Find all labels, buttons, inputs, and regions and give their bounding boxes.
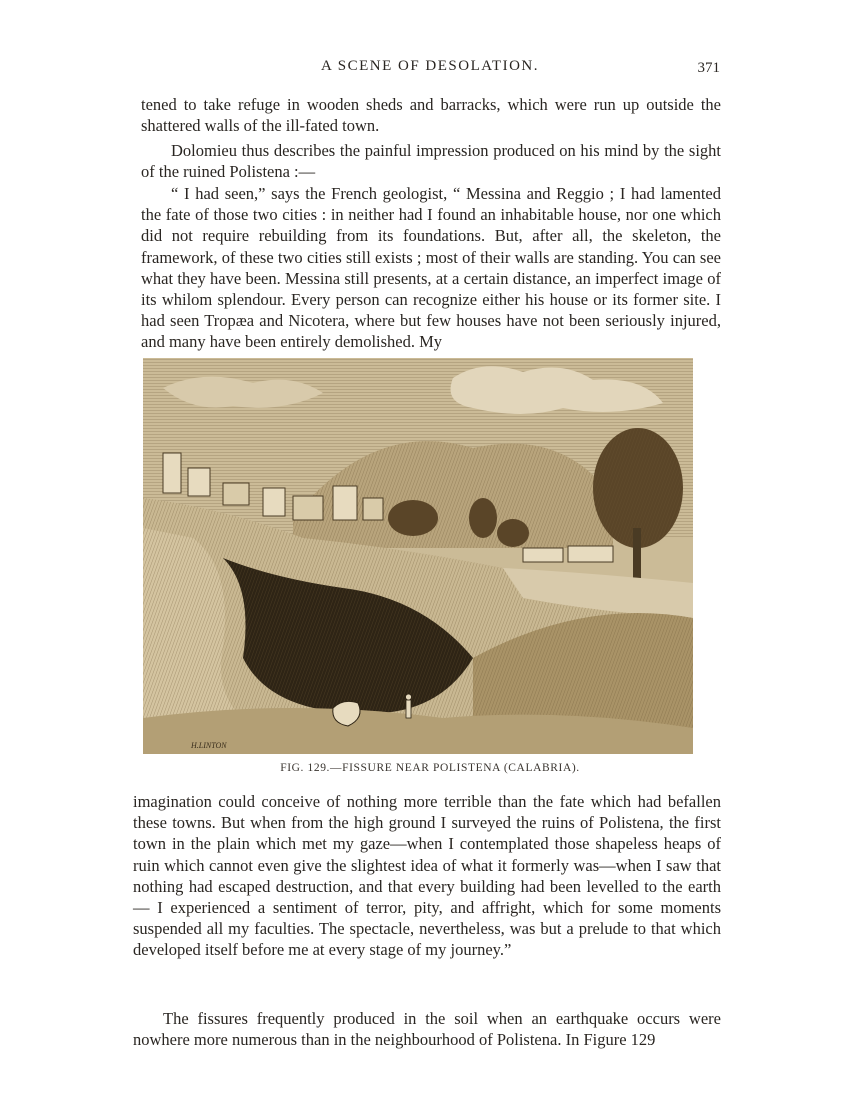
- engraving-artwork: [143, 358, 693, 754]
- running-title: A SCENE OF DESOLATION.: [320, 58, 539, 74]
- page-number: 371: [697, 60, 720, 76]
- running-head: [140, 58, 720, 80]
- engraving-illustration: [143, 358, 693, 754]
- paragraph-1: tened to take refuge in wooden sheds and barracks, which were run up outside the shattered walls of the ill-fated town.: [141, 95, 721, 136]
- figure-caption: FIG. 129.—FISSURE NEAR POLISTENA (CALABRIA).: [280, 762, 580, 774]
- paragraph-2: Dolomieu thus describes the painful impression produced on his mind by the sight of the ruined Polistena :—: [141, 141, 721, 182]
- engraver-signature: H.LINTON: [191, 741, 227, 750]
- paragraph-4-quote-continued: imagination could conceive of nothing more terrible than the fate which had befallen these towns. But when from the high ground I surveyed the ruins of Polistena, the first town in the plain which met my gaze—when I contemplated those shapeless heaps of ruin which cannot even give the slightest idea of what it formerly was—when I saw that nothing had escaped destruction, and that every building had been levelled to the earth — I experienced a sentiment of terror, pity, and affright, which for some moments suspended all my faculties. The spectacle, nevertheless, was but a prelude to that which developed itself before me at every stage of my journey.”: [133, 792, 721, 960]
- paragraph-3-quote: “ I had seen,” says the French geologist, “ Messina and Reggio ; I had lamented the fate of those two cities : in neither had I found an inhabitable house, nor one which did not require rebuilding from its foundations. But, after all, the skeleton, the framework, of these two cities still exists ; most of their walls are standing. You can see what they have been. Messina still presents, at a certain distance, an imperfect image of its whilom splendour. Every person can recognize either his house or its former site. I had seen Tropæa and Nicotera, where but few houses have not been seriously injured, and many have been entirely demolished. My: [141, 184, 721, 352]
- paragraph-5: The fissures frequently produced in the soil when an earthquake occurs were nowhere more numerous than in the neighbourhood of Polistena. In Figure 129: [133, 1009, 721, 1050]
